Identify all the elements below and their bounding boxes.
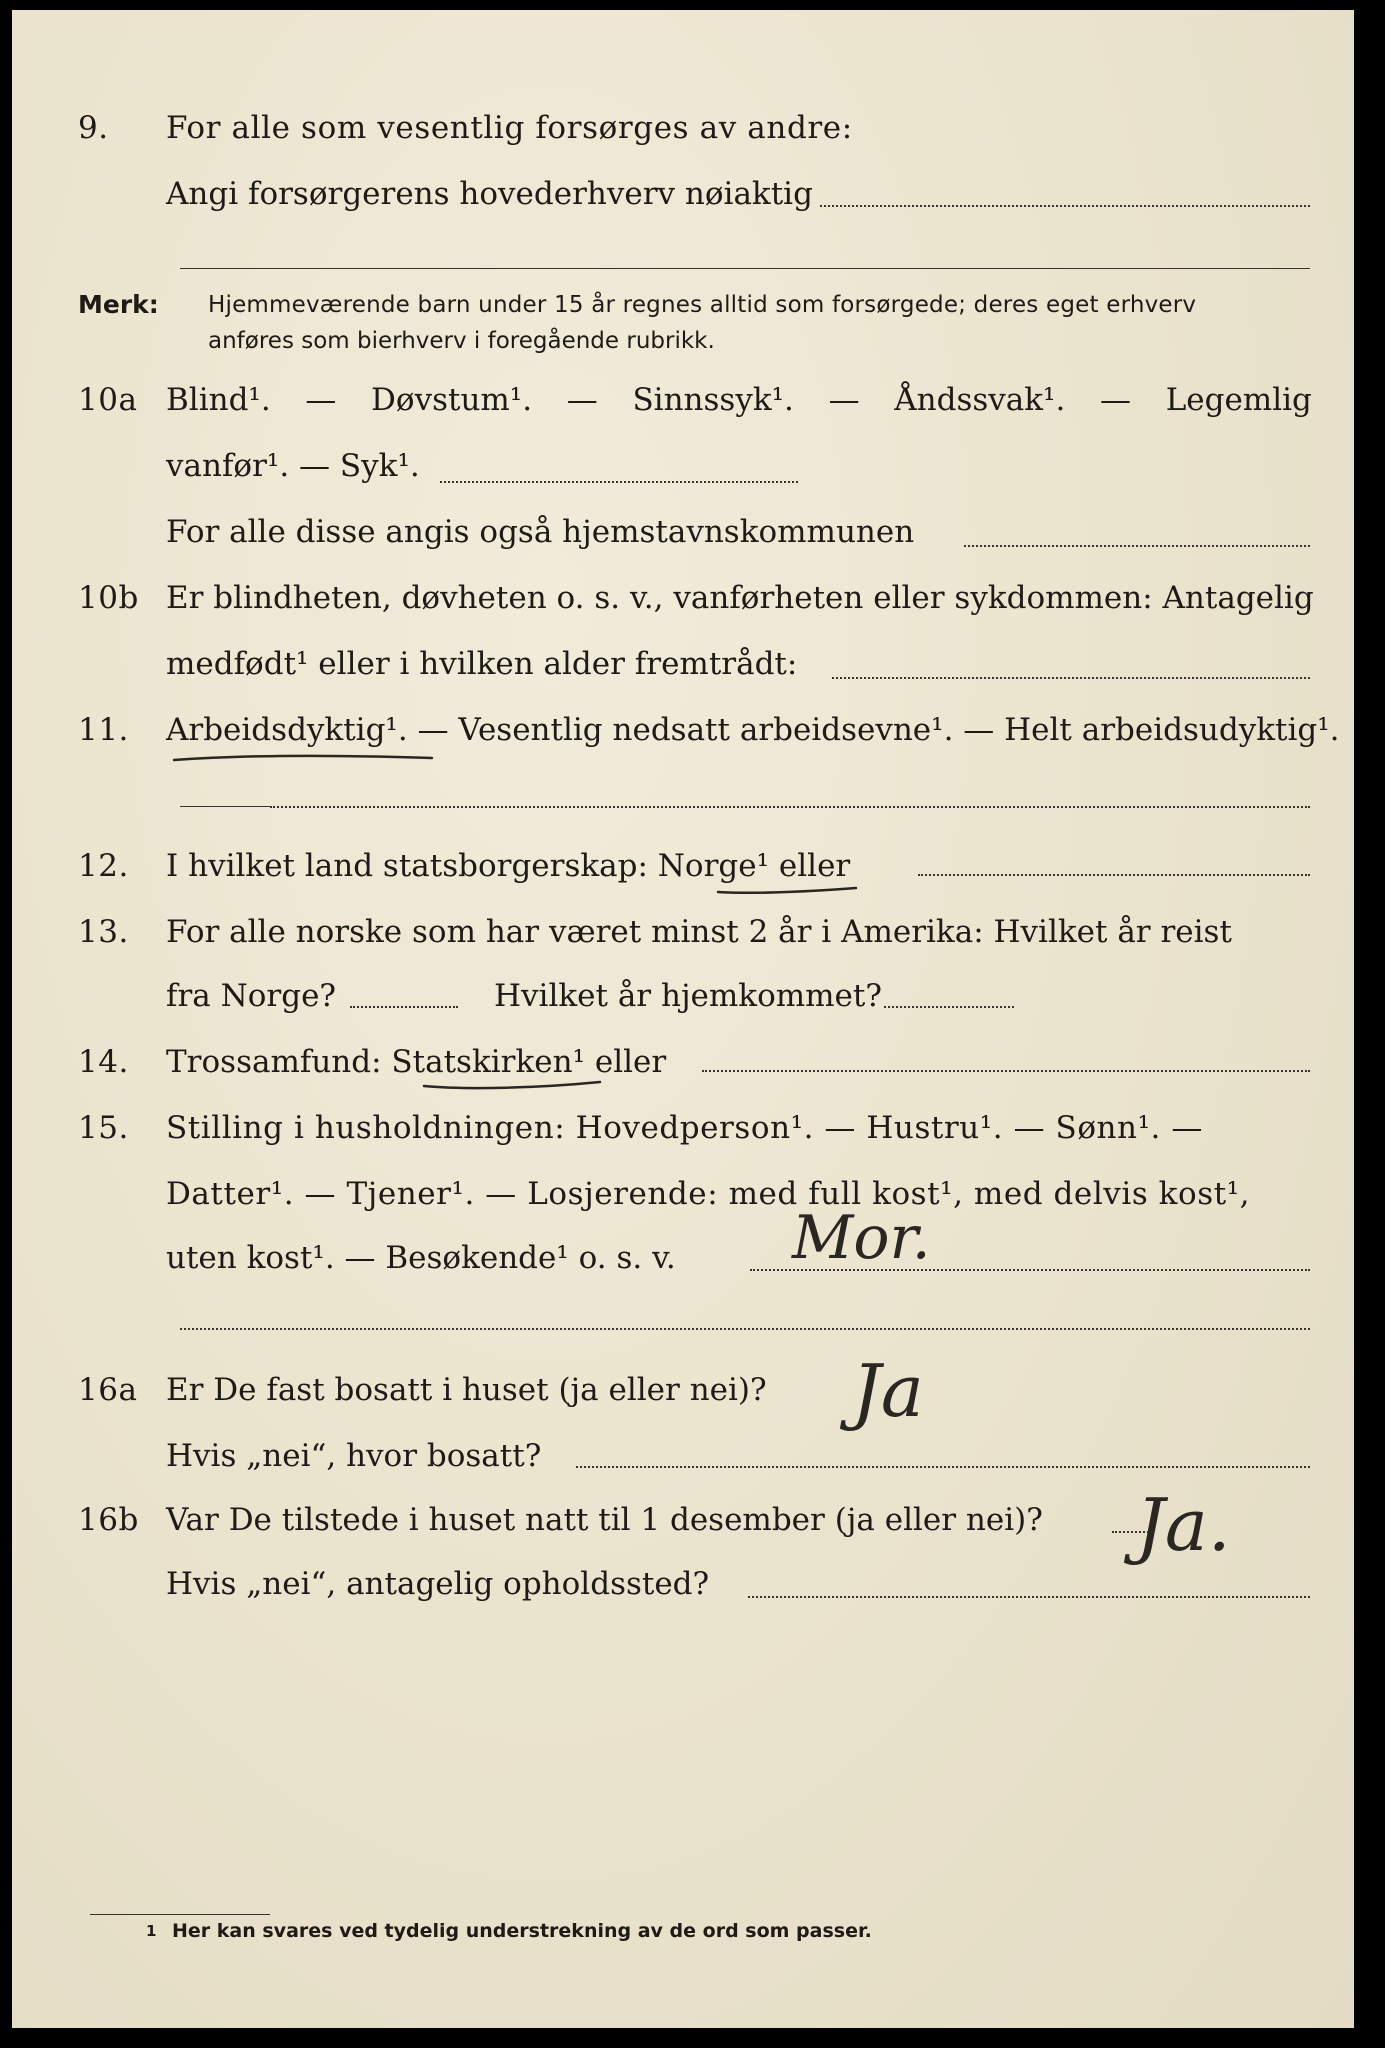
q10b-number: 10b: [78, 580, 139, 616]
q16a-line2: Hvis „nei“, hvor bosatt?: [166, 1438, 542, 1474]
q12-answer-line[interactable]: [918, 874, 1310, 876]
q10a-syk-answer-line[interactable]: [440, 481, 798, 483]
q12-number: 12.: [78, 848, 129, 884]
merk-label: Merk:: [78, 290, 159, 319]
q11-answer-line[interactable]: [270, 806, 1310, 808]
q10b-line2: medfødt¹ eller i hvilken alder fremtrådt:: [166, 646, 798, 682]
q11-opt-arbeidsdyktig[interactable]: Arbeidsdyktig¹.: [166, 712, 408, 748]
q10a-opt-sinnssyk[interactable]: Sinnssyk¹.: [632, 382, 794, 418]
q9-line1: For alle som vesentlig forsørges av andre:: [166, 110, 853, 146]
census-form-page: [12, 10, 1354, 2028]
footnote-mark: 1: [146, 1922, 157, 1940]
q10b-line1: Er blindheten, døvheten o. s. v., vanførheten eller sykdommen: Antagelig: [166, 580, 1314, 616]
q14-answer-line[interactable]: [702, 1070, 1310, 1072]
section-divider: [180, 268, 1310, 269]
q15-line2: Datter¹. — Tjener¹. — Losjerende: med full kost¹, med delvis kost¹,: [166, 1176, 1251, 1212]
footnote-text: Her kan svares ved tydelig understrekning av de ord som passer.: [172, 1920, 872, 1942]
q11-rest: — Vesentlig nedsatt arbeidsevne¹. — Helt arbeidsudyktig¹.: [417, 712, 1340, 748]
q10a-line3: For alle disse angis også hjemstavnskommunen: [166, 514, 915, 550]
q10a-dash: —: [828, 382, 860, 418]
q12-prefix: I hvilket land statsborgerskap:: [166, 848, 648, 884]
q15-number: 15.: [78, 1110, 129, 1146]
q16b-answer-line-b[interactable]: [748, 1596, 1310, 1598]
q10a-opt-blind[interactable]: Blind¹.: [166, 382, 271, 418]
q12-handwritten-underline: [712, 876, 862, 900]
q10b-answer-line[interactable]: [832, 677, 1310, 679]
q10a-opt-legemlig[interactable]: Legemlig: [1165, 382, 1312, 418]
q12-suffix: eller: [778, 848, 851, 884]
q12-opt-norge[interactable]: Norge¹: [657, 848, 770, 884]
q14-handwritten-underline: [418, 1074, 608, 1096]
q10a-hjemstavn-answer-line[interactable]: [964, 545, 1310, 547]
q10a-dash: —: [305, 382, 337, 418]
q9-answer-line[interactable]: [820, 205, 1310, 207]
q15-line1: Stilling i husholdningen: Hovedperson¹. — Hustru¹. — Sønn¹. —: [166, 1110, 1203, 1146]
q9-number: 9.: [78, 110, 109, 146]
merk-line2: anføres som bierhverv i foregående rubrikk.: [208, 328, 715, 354]
q11-line: [166, 712, 1340, 748]
q13-hjemkommet-answer-line[interactable]: [884, 1006, 1014, 1008]
q11-short-rule: [180, 806, 270, 807]
q10a-number: 10a: [78, 382, 138, 418]
q16a-line1: Er De fast bosatt i huset (ja eller nei)?: [166, 1372, 767, 1408]
q11-handwritten-underline: [170, 748, 440, 768]
q15-extra-line[interactable]: [180, 1328, 1310, 1330]
q10a-dash: —: [1100, 382, 1132, 418]
q10a-line1: [166, 382, 1312, 418]
q10a-opt-dovstum[interactable]: Døvstum¹.: [371, 382, 533, 418]
q14-prefix: Trossamfund:: [166, 1044, 382, 1080]
q10a-line2: vanfør¹. — Syk¹.: [166, 448, 420, 484]
q16b-line2: Hvis „nei“, antagelig opholdssted?: [166, 1566, 710, 1602]
q13-line2a: fra Norge?: [166, 978, 337, 1014]
q16a-answer-text: Ja: [852, 1349, 924, 1433]
q14-number: 14.: [78, 1044, 129, 1080]
merk-line1: Hjemmeværende barn under 15 år regnes alltid som forsørgede; deres eget erhverv: [208, 292, 1197, 318]
q14-opt-statskirken[interactable]: Statskirken¹: [391, 1044, 585, 1080]
footnote-rule: [90, 1914, 270, 1915]
q16a-number: 16a: [78, 1372, 138, 1408]
q13-line2b: Hvilket år hjemkommet?: [494, 978, 882, 1014]
q9-line2: Angi forsørgerens hovederhverv nøiaktig: [166, 176, 813, 212]
q15-line3: uten kost¹. — Besøkende¹ o. s. v.: [166, 1240, 676, 1276]
q14-suffix: eller: [594, 1044, 667, 1080]
q13-line1: For alle norske som har været minst 2 år i Amerika: Hvilket år reist: [166, 914, 1232, 950]
q16b-line1: Var De tilstede i huset natt til 1 desember (ja eller nei)?: [166, 1502, 1043, 1538]
q16b-handwritten-answer: [1122, 1478, 1312, 1598]
q13-reist-answer-line[interactable]: [350, 1006, 458, 1008]
q15-handwritten-answer: [784, 1206, 1014, 1280]
q10a-opt-andssvak[interactable]: Åndssvak¹.: [894, 382, 1066, 418]
q15-answer-text: Mor.: [792, 1206, 931, 1273]
q16b-answer-text: Ja.: [1136, 1483, 1231, 1567]
q11-number: 11.: [78, 712, 129, 748]
q16a-answer-line[interactable]: [576, 1466, 1310, 1468]
q13-number: 13.: [78, 914, 129, 950]
q16b-number: 16b: [78, 1502, 139, 1538]
q16a-handwritten-answer: [832, 1346, 992, 1456]
q10a-dash: —: [566, 382, 598, 418]
